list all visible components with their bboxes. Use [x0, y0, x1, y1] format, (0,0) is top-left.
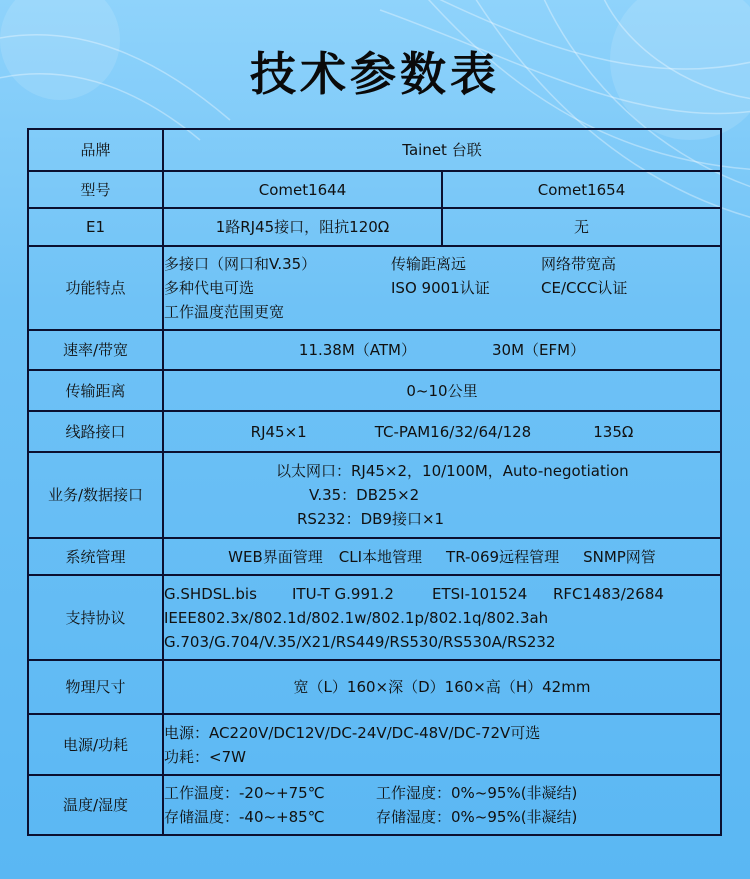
table-row — [28, 246, 721, 330]
env-item: 工作湿度：0%~95%(非凝结) — [376, 784, 578, 802]
protocol-item: ITU-T G.991.2 — [292, 584, 394, 603]
e1-b: 无 — [442, 208, 721, 246]
row-label: 支持协议 — [28, 575, 163, 660]
env-item: 存储湿度：0%~95%(非凝结) — [376, 808, 578, 826]
spec-table — [27, 128, 722, 836]
feature: 多接口（网口和V.35） — [164, 255, 317, 273]
rate-cell — [163, 330, 721, 370]
service-line: V.35：DB25×2 — [309, 486, 420, 504]
service-cell — [163, 452, 721, 538]
power-line: 电源：AC220V/DC12V/DC-24V/DC-48V/DC-72V可选 — [164, 723, 541, 742]
mgmt-item: CLI本地管理 — [338, 547, 423, 566]
row-label: 电源/功耗 — [28, 714, 163, 775]
row-label: E1 — [28, 208, 163, 246]
line-cell — [163, 411, 721, 452]
protocol-line: IEEE802.3x/802.1d/802.1w/802.1p/802.1q/802.3ah — [164, 608, 549, 627]
env-cell — [163, 775, 721, 835]
row-label: 速率/带宽 — [28, 330, 163, 370]
mgmt-item: SNMP网管 — [583, 547, 656, 566]
row-label: 线路接口 — [28, 411, 163, 452]
model-a: Comet1644 — [163, 171, 442, 208]
rate-b: 30M（EFM） — [492, 341, 586, 359]
row-label: 业务/数据接口 — [28, 452, 163, 538]
row-label: 型号 — [28, 171, 163, 208]
row-label: 传输距离 — [28, 370, 163, 411]
protocol-item: ETSI-101524 — [432, 584, 528, 603]
rate-a: 11.38M（ATM） — [298, 341, 416, 359]
table-row — [28, 714, 721, 775]
feature: 多种代电可选 — [164, 279, 255, 297]
feature: 传输距离远 — [391, 255, 467, 273]
model-b: Comet1654 — [442, 171, 721, 208]
mgmt-item: TR-069远程管理 — [446, 547, 560, 566]
protocol-item: RFC1483/2684 — [553, 584, 664, 603]
env-item: 存储温度：-40~+85℃ — [164, 808, 325, 826]
mgmt-item: WEB界面管理 — [228, 547, 323, 566]
power-line: 功耗：<7W — [164, 747, 246, 766]
table-row — [28, 775, 721, 835]
page-title: 技术参数表 — [250, 47, 500, 101]
feature: 工作温度范围更宽 — [164, 303, 285, 321]
row-label: 物理尺寸 — [28, 660, 163, 714]
table-row — [28, 370, 721, 411]
e1-a: 1路RJ45接口，阻抗120Ω — [163, 208, 442, 246]
service-line: RS232：DB9接口×1 — [297, 510, 445, 528]
table-row — [28, 330, 721, 370]
power-cell — [163, 714, 721, 775]
table-row — [28, 208, 721, 246]
distance-value: 0~10公里 — [163, 370, 721, 411]
table-row — [28, 171, 721, 208]
table-row — [28, 575, 721, 660]
feature: CE/CCC认证 — [541, 279, 628, 297]
table-row — [28, 660, 721, 714]
feature: ISO 9001认证 — [391, 279, 490, 297]
row-label: 系统管理 — [28, 538, 163, 575]
protocol-cell — [163, 575, 721, 660]
features-cell — [163, 246, 721, 330]
feature: 网络带宽高 — [541, 255, 617, 273]
env-item: 工作温度：-20~+75℃ — [164, 784, 325, 802]
line-a: RJ45×1 — [250, 422, 307, 441]
service-line: 以太网口：RJ45×2，10/100M，Auto-negotiation — [276, 462, 629, 480]
row-label: 功能特点 — [28, 246, 163, 330]
line-c: 135Ω — [593, 422, 634, 441]
table-row — [28, 411, 721, 452]
protocol-item: G.SHDSL.bis — [164, 584, 257, 603]
row-label: 品牌 — [28, 129, 163, 171]
protocol-line: G.703/G.704/V.35/X21/RS449/RS530/RS530A/RS232 — [164, 632, 556, 651]
table-row — [28, 452, 721, 538]
line-b: TC-PAM16/32/64/128 — [374, 422, 532, 441]
size-value: 宽（L）160×深（D）160×高（H）42mm — [163, 660, 721, 714]
table-row — [28, 129, 721, 171]
mgmt-cell — [163, 538, 721, 575]
brand-value: Tainet 台联 — [163, 129, 721, 171]
row-label: 温度/湿度 — [28, 775, 163, 835]
table-row — [28, 538, 721, 575]
